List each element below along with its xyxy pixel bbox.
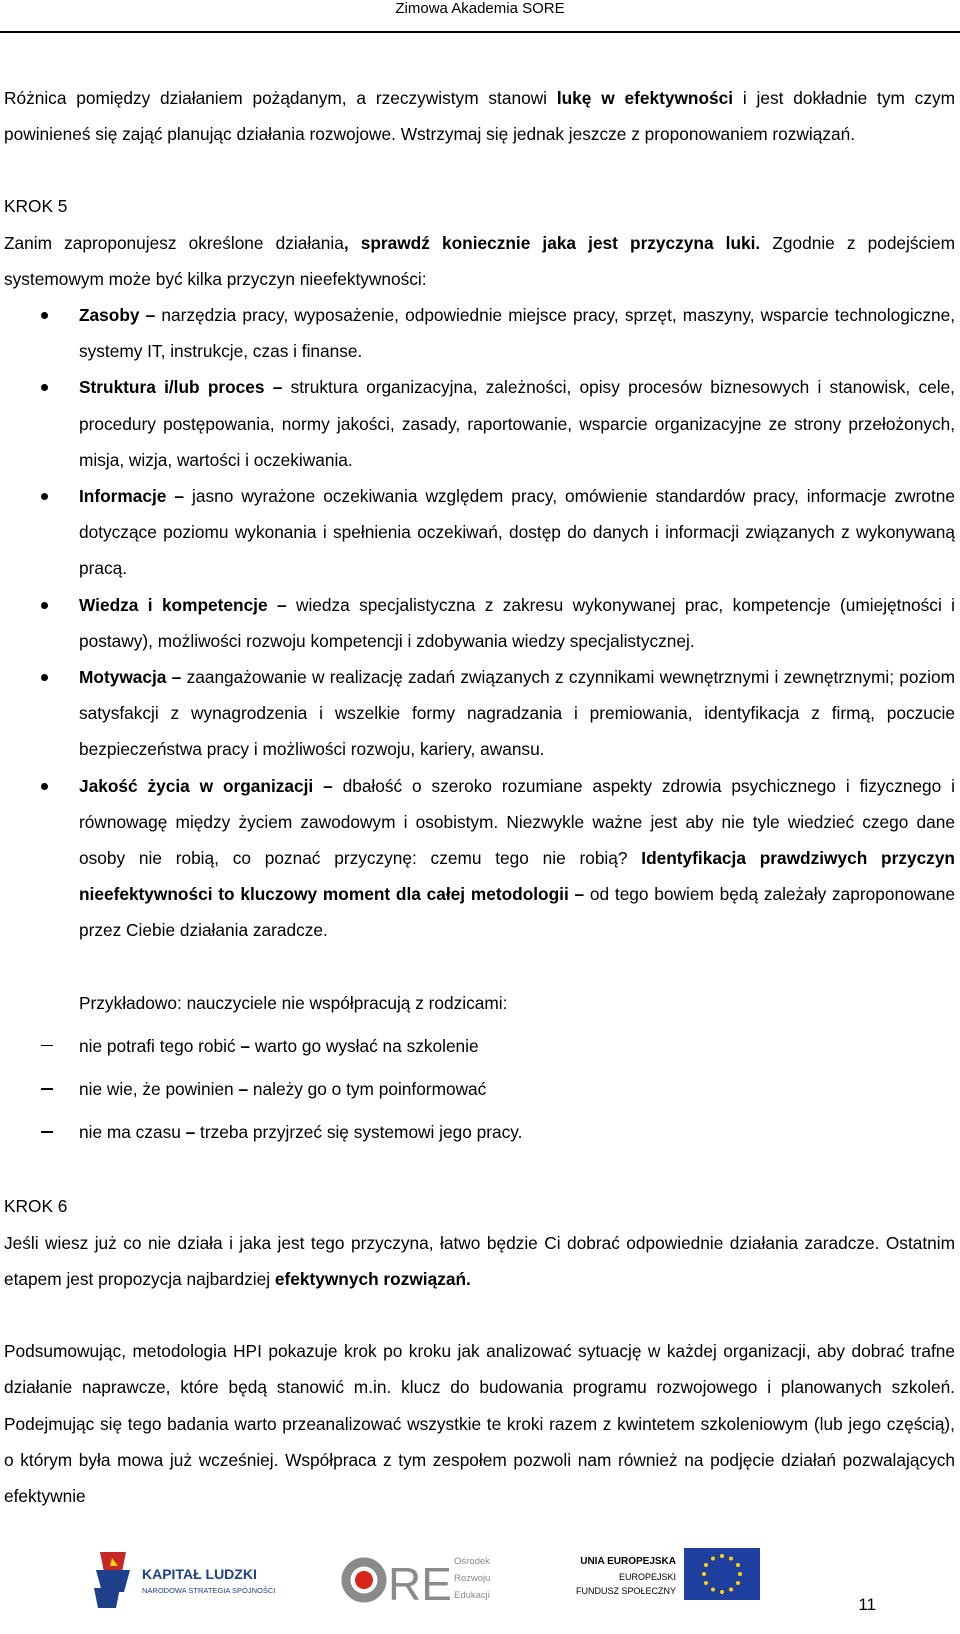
list-item: nie ma czasu – trzeba przyjrzeć się systemowi jego pracy. xyxy=(4,1114,955,1150)
page-number: 11 xyxy=(858,1595,876,1614)
krok5-heading: KROK 5 xyxy=(4,196,68,217)
logo-eu xyxy=(560,1548,760,1608)
logo-kl-sub: NARODOWA STRATEGIA SPÓJNOŚCI xyxy=(142,1586,276,1595)
example-intro: Przykładowo: nauczyciele nie współpracują z rodzicami: xyxy=(79,992,508,1013)
logo-ore-line2: Rozwoju xyxy=(454,1573,491,1584)
list-item: Struktura i/lub proces – struktura organizacyjna, zależności, opisy procesów biznesowych i stanowisk, cele, procedury postępowania, normy jakości, zasady, raportowanie, wsparcie organizacyjne ze strony przełożonych, misja, wizja, wartości i oczekiwania. xyxy=(4,369,955,478)
krok5-paragraph: Zanim zaproponujesz określone działania, sprawdź koniecznie jaka jest przyczyna luki. Zgodnie z podejściem systemowym może być kilka przyczyn nieefektywności: xyxy=(4,232,956,289)
paragraph-gap: Różnica pomiędzy działaniem pożądanym, a rzeczywistym stanowi lukę w efektywności i jest dokładnie tym czym powinieneś się zająć planując działania rozwojowe. Wstrzymaj się jednak jeszcze z proponowaniem rozwiązań. xyxy=(4,88,956,145)
list-item: Wiedza i kompetencje – wiedza specjalistyczna z zakresu wykonywanej prac, kompetencje (umiejętności i postawy), możliwości rozwoju kompetencji i zdobywania wiedzy specjalistycznej. xyxy=(4,587,955,659)
logo-ore xyxy=(342,1552,512,1612)
logo-eu-line1: UNIA EUROPEJSKA xyxy=(580,1556,676,1567)
page-header xyxy=(0,0,960,32)
list-item: Zasoby – narzędzia pracy, wyposażenie, odpowiednie miejsce pracy, sprzęt, maszyny, wsparcie technologiczne, systemy IT, instrukcje, czas i finanse. xyxy=(4,297,955,369)
causes-list xyxy=(4,297,955,949)
header-rule xyxy=(0,31,960,33)
krok6-heading: KROK 6 xyxy=(4,1196,68,1217)
logo-eu-line2: EUROPEJSKI xyxy=(618,1572,676,1582)
example-list xyxy=(4,1028,955,1151)
list-item: Motywacja – zaangażowanie w realizację zadań związanych z czynnikami wewnętrznymi i zewnętrznymi; poziom satysfakcji z wynagrodzenia i wszelkie formy nagradzania i premiowania, identyfikacja z firmą, poczucie bezpieczeństwa pracy i możliwości rozwoju, kariery, awansu. xyxy=(4,659,955,768)
svg-text:RE: RE xyxy=(388,1558,452,1610)
krok6-paragraph: Jeśli wiesz już co nie działa i jaka jest tego przyczyna, łatwo będzie Ci dobrać odpowiednie działania zaradcze. Ostatnim etapem jest propozycja najbardziej efektywnych rozwiązań. xyxy=(4,1232,955,1289)
logo-kl-name: KAPITAŁ LUDZKI xyxy=(142,1566,257,1582)
logo-kapital-ludzki xyxy=(92,1548,302,1618)
document-body xyxy=(4,80,955,1514)
list-item: Jakość życia w organizacji – dbałość o szeroko rozumiane aspekty zdrowia psychicznego i fizycznego i równowagę między życiem zawodowym i osobistym. Niezwykle ważne jest aby nie tyle wiedzieć czego dane osoby nie robią, co poznać przyczynę: czemu tego nie robią? Identyfikacja prawdziwych przyczyn nieefektywności to kluczowy moment dla całej metodologii – od tego bowiem będą zależały zaproponowane przez Ciebie działania zaradcze. xyxy=(4,768,955,949)
logo-ore-line3: Edukacji xyxy=(454,1590,490,1601)
logo-eu-line3: FUNDUSZ SPOŁECZNY xyxy=(575,1586,676,1596)
logo-ore-line1: Ośrodek xyxy=(454,1556,490,1567)
summary-paragraph: Podsumowując, metodologia HPI pokazuje krok po kroku jak analizować sytuację w każdej organizacji, aby dobrać trafne działanie naprawcze, które będą stanowić m.in. klucz do budowania programu rozwojowego i planowanych szkoleń. Podejmując się tego badania warto przeanalizować wszystkie te kroki razem z kwintetem szkoleniowym (lub jego częścią), o którym była mowa już wcześniej. Współpraca z tym zespołem pozwoli nam również na podjęcie działań pozwalających efektywnie xyxy=(4,1341,955,1506)
list-item: nie wie, że powinien – należy go o tym poinformować xyxy=(4,1071,955,1107)
list-item: Informacje – jasno wyrażone oczekiwania względem pracy, omówienie standardów pracy, informacje zwrotne dotyczące poziomu wykonania i spełnienia oczekiwań, dostęp do danych i informacji związanych z wykonywaną pracą. xyxy=(4,478,955,587)
header-title: Zimowa Akademia SORE xyxy=(395,0,565,17)
list-item: nie potrafi tego robić – warto go wysłać na szkolenie xyxy=(4,1028,955,1064)
